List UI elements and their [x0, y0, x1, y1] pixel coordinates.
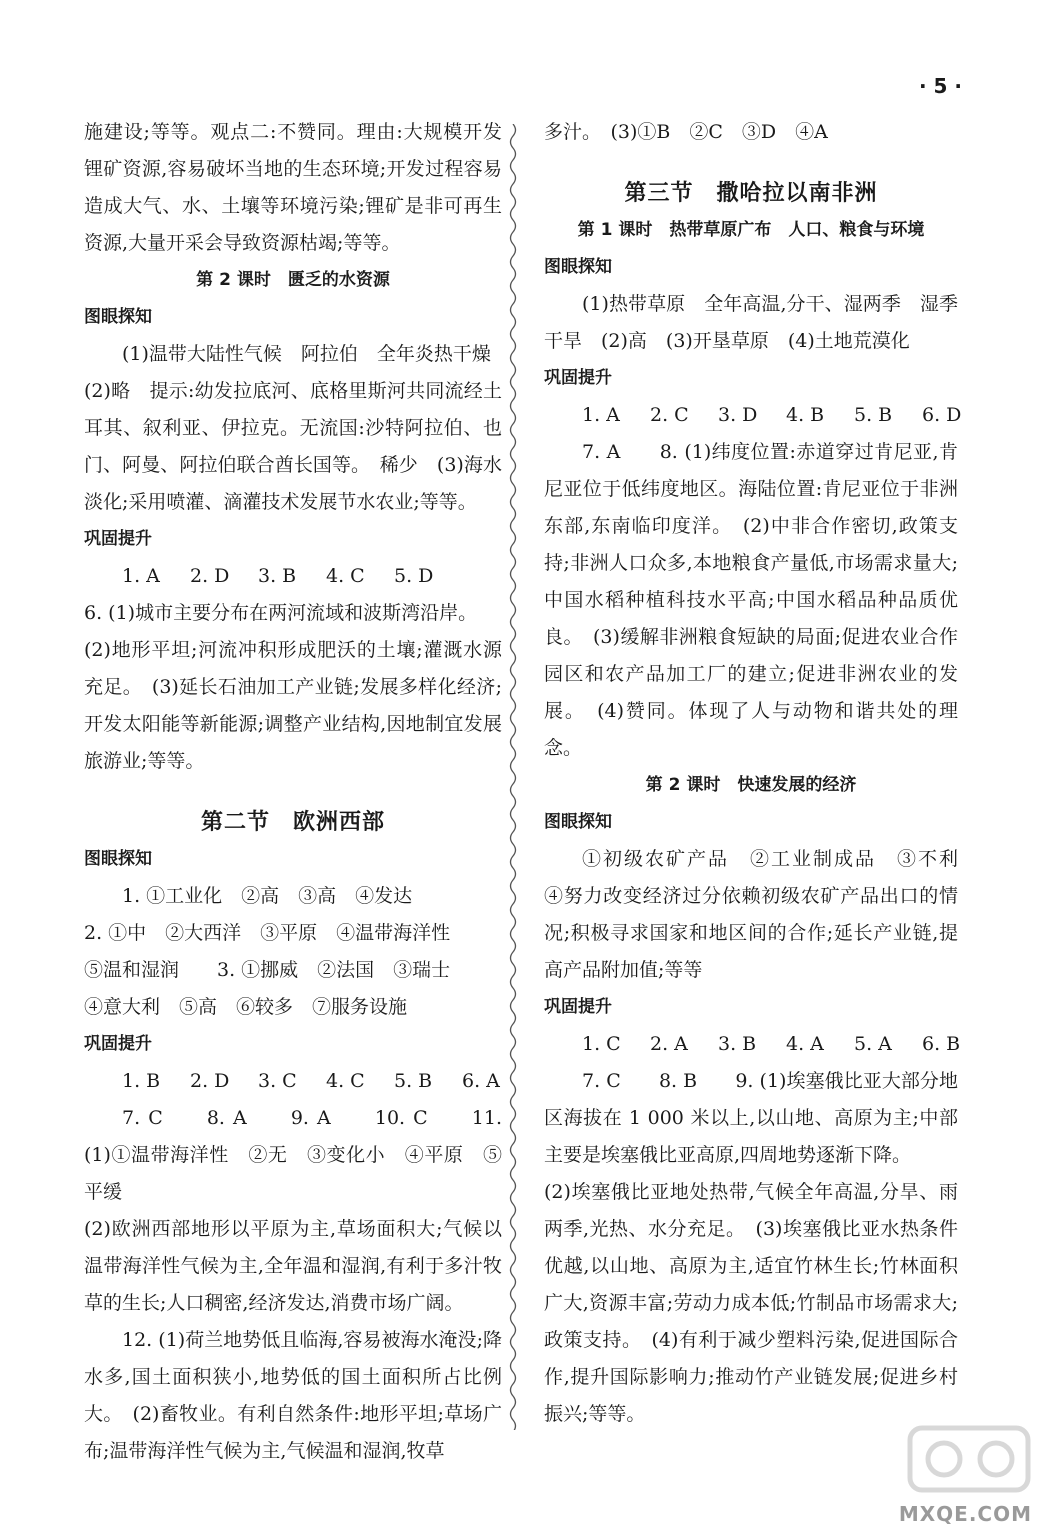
paragraph: ④意大利 ⑤高 ⑥较多 ⑦服务设施 [84, 996, 408, 1018]
paragraph: ①初级农矿产品 ②工业制成品 ③不利 ④努力改变经济过分依赖初级农矿产品出口的情况;积极寻求国家和地区间的合作;延长产业链,提高产品附加值;等等 [544, 848, 978, 981]
lesson-title: 第 2 课时 快速发展的经济 [645, 775, 857, 795]
answer-item: 2. C [650, 404, 689, 426]
answer-item: 3. B [718, 1033, 757, 1055]
paragraph: (1)热带草原 全年高温,分干、湿两季 湿季干旱 (2)高 (3)开垦草原 (4)土地荒漠化 [544, 293, 958, 352]
lesson-title: 第 2 课时 匮乏的水资源 [196, 270, 390, 290]
paragraph: 7. C 8. A 9. A 10. C 11. (1)①温带海洋性 ②无 ③变化小 ④平原 ⑤平缓 [84, 1107, 502, 1203]
answer-item: 1. A [582, 404, 620, 426]
answer-item: 1. A [122, 565, 160, 587]
section-title: 第三节 撒哈拉以南非洲 [624, 181, 878, 206]
answer-item: 6. A [462, 1070, 500, 1092]
section-label-gonggu: 巩固提升 [84, 1034, 152, 1054]
left-column [84, 114, 502, 1470]
answer-item: 4. C [326, 1070, 365, 1092]
paragraph: (2)略 提示:幼发拉底河、底格里斯河共同流经土耳其、叙利亚、伊拉克。无流国:沙特阿拉伯、也门、阿曼、阿拉伯联合酋长国等。 稀少 (3)海水淡化;采用喷灌、滴灌技术发展节水农业;等等。 [84, 380, 502, 513]
answer-item: 3. B [258, 565, 297, 587]
paragraph: 1. ①工业化 ②高 ③高 ④发达 [122, 885, 413, 907]
paragraph: 7. C 8. B 9. (1)埃塞俄比亚大部分地区海拔在 1 000 米以上,以山地、高原为主;中部主要是埃塞俄比亚高原,四周地势逐渐下降。 [544, 1070, 958, 1166]
page-number: · 5 · [918, 74, 962, 98]
right-column [544, 114, 978, 1433]
answer-row [84, 558, 502, 595]
answer-item: 5. B [394, 1070, 433, 1092]
answer-item: 4. A [786, 1033, 824, 1055]
answer-item: 4. C [326, 565, 365, 587]
answer-item: 6. D [922, 404, 962, 426]
paragraph: 7. A 8. (1)纬度位置:赤道穿过肯尼亚,肯尼亚位于低纬度地区。海陆位置:肯尼亚位于非洲东部,东南临印度洋。 (2)中非合作密切,政策支持;非洲人口众多,本地粮食产量低,市场需求量大;中国水稻种植科技水平高;中国水稻品种品质优良。 (3)缓解非洲粮食短缺的局面;促进农业合作园区和农产品加工厂的建立;促进非洲农业的发展。 (4)赞同。体现了人与动物和谐共处的理念。 [544, 441, 958, 759]
answer-item: 6. B [922, 1033, 961, 1055]
section-title: 第二节 欧洲西部 [200, 810, 385, 835]
section-label-tuyan: 图眼探知 [84, 307, 152, 327]
section-label-gonggu: 巩固提升 [544, 997, 612, 1017]
answer-item: 2. A [650, 1033, 688, 1055]
section-label-gonggu: 巩固提升 [84, 529, 152, 549]
column-divider [506, 124, 520, 1430]
answer-row [544, 397, 962, 434]
paragraph: 多汁。 (3)①B ②C ③D ④A [544, 121, 828, 143]
answer-item: 1. C [582, 1033, 621, 1055]
paragraph: (2)欧洲西部地形以平原为主,草场面积大;气候以温带海洋性气候为主,全年温和湿润,有利于多汁牧草的生长;人口稠密,经济发达,消费市场广阔。 [84, 1218, 502, 1314]
paragraph: 施建设;等等。观点二:不赞同。理由:大规模开发锂矿资源,容易破坏当地的生态环境;开发过程容易造成大气、水、土壤等环境污染;锂矿是非可再生资源,大量开采会导致资源枯竭;等等。 [84, 121, 502, 254]
paragraph: 6. (1)城市主要分布在两河流域和波斯湾沿岸。 [84, 602, 478, 624]
answer-item: 5. B [854, 404, 893, 426]
paragraph: 2. ①中 ②大西洋 ③平原 ④温带海洋性 [84, 922, 451, 944]
answer-row [544, 1026, 961, 1063]
lesson-title: 第 1 课时 热带草原广布 人口、粮食与环境 [577, 220, 925, 240]
section-label-gonggu: 巩固提升 [544, 368, 612, 388]
answer-item: 3. C [258, 1070, 297, 1092]
answer-item: 4. B [786, 404, 825, 426]
answer-item: 3. D [718, 404, 758, 426]
answer-item: 2. D [190, 1070, 230, 1092]
paragraph: (2)地形平坦;河流冲积形成肥沃的土壤;灌溉水源充足。 (3)延长石油加工产业链;发展多样化经济;开发太阳能等新能源;调整产业结构,因地制宜发展旅游业;等等。 [84, 639, 502, 772]
answer-item: 2. D [190, 565, 230, 587]
answer-item: 5. A [854, 1033, 892, 1055]
watermark-text: MXQE.COM [898, 1502, 1032, 1526]
answer-row [84, 1063, 502, 1100]
answer-item: 5. D [394, 565, 434, 587]
section-label-tuyan: 图眼探知 [84, 849, 152, 869]
section-label-tuyan: 图眼探知 [544, 812, 612, 832]
paragraph: (1)温带大陆性气候 阿拉伯 全年炎热干燥 [122, 343, 491, 365]
paragraph: 12. (1)荷兰地势低且临海,容易被海水淹没;降水多,国土面积狭小,地势低的国土面积所占比例大。 (2)畜牧业。有利自然条件:地形平坦;草场广布;温带海洋性气候为主,气候温和湿润,牧草 [84, 1329, 502, 1462]
paragraph: ⑤温和湿润 3. ①挪威 ②法国 ③瑞士 [84, 959, 451, 981]
paragraph: (2)埃塞俄比亚地处热带,气候全年高温,分旱、雨两季,光热、水分充足。 (3)埃塞俄比亚水热条件优越,以山地、高原为主,适宜竹林生长;竹林面积广大,资源丰富;劳动力成本低;竹制品市场需求大;政策支持。 (4)有利于减少塑料污染,促进国际合作,提升国际影响力;推动竹产业链发展;促进乡村振兴;等等。 [544, 1181, 958, 1425]
answer-item: 1. B [122, 1070, 161, 1092]
section-label-tuyan: 图眼探知 [544, 257, 612, 277]
